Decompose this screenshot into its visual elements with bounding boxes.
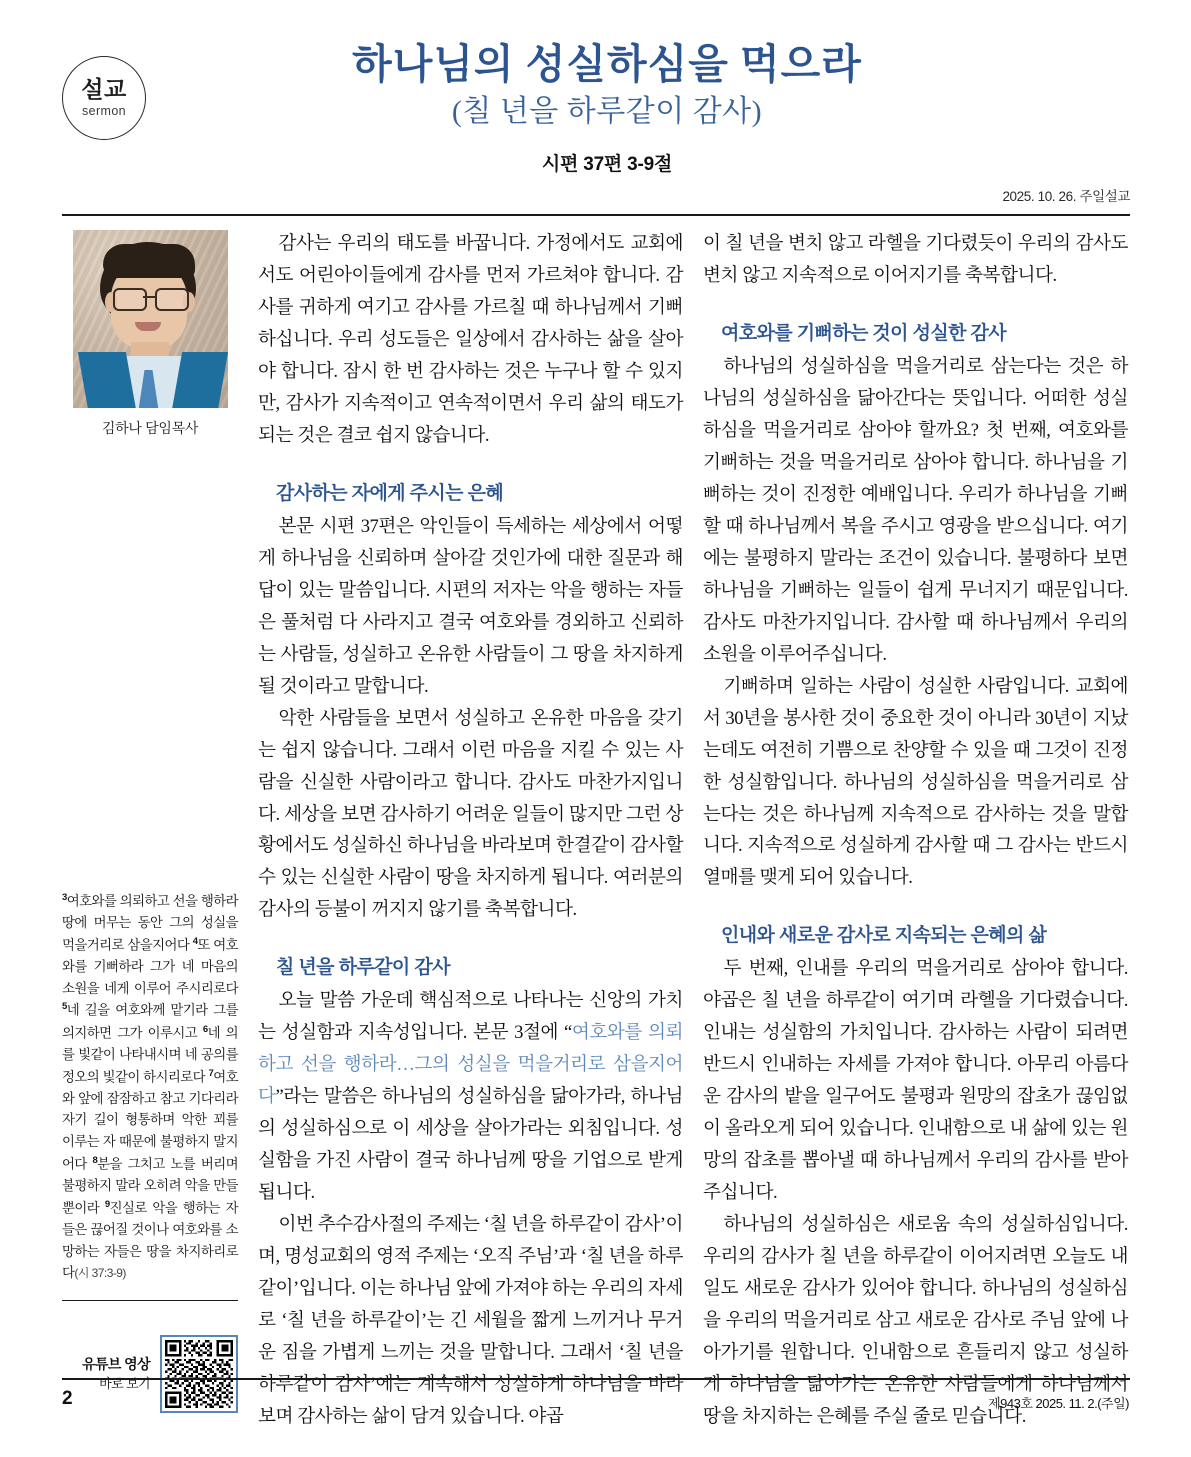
- quote-follow-up: ”라는 말씀은 하나님의 성실하심을 닮아가라, 하나님의 성실하심으로 이 세상을 살아가라는 외침입니다. 성실함을 가진 사람이 결국 하나님께 땅을 기업으로 받게 됩니다.: [258, 1086, 683, 1204]
- issue-info: 제943호 2025. 11. 2.(주일): [988, 1396, 1129, 1411]
- verse-number-7: 7: [208, 1067, 214, 1079]
- scripture-passage-text: [62, 890, 238, 1284]
- youtube-qr-label-line2: 바로 보기: [99, 1375, 150, 1391]
- verse-text-8: 분을 그치고 노를 버리며 불평하지 말라 오히려 악을 만들 뿐이라: [62, 1156, 238, 1216]
- glasses-lens-right: [155, 288, 189, 311]
- section-heading-seven-years: 칠 년을 하루같이 감사: [276, 957, 450, 979]
- paragraph-with-quote: [258, 985, 683, 1209]
- title-block: [212, 40, 1002, 176]
- verse-text-5: 네 길을 여호와께 맡기라 그를 의지하면 그가 이루시고: [62, 1002, 238, 1041]
- paragraph: 이번 추수감사절의 주제는 ‘칠 년을 하루같이 감사’이며, 명성교회의 영적 주제는 ‘오직 주님’과 ‘칠 년을 하루같이’입니다. 이는 하나님 앞에 가져야 하는 우리의 자세로 ‘칠 년을 하루같이’는 긴 세월을 짧게 느끼거나 무거운 짐을 가볍게 느끼는 것을 말합니다. 그래서 ‘칠 년을 하루같이 감사’에는 계속해서 성실하게 하나님을 바라보며 감사하는 삶이 담겨 있습니다. 야곱: [258, 1214, 683, 1427]
- header-divider: [62, 214, 1130, 216]
- article-column-right: [703, 228, 1128, 1433]
- youtube-qr-label: [82, 1354, 150, 1393]
- quote-lead-in: 오늘 말씀 가운데 핵심적으로 나타나는 신앙의 가치는 성실함과 지속성입니다. 본문 3절에 “: [258, 990, 683, 1044]
- paragraph: 기뻐하며 일하는 사람이 성실한 사람입니다. 교회에서 30년을 봉사한 것이 중요한 것이 아니라 30년이 지났는데도 여전히 기쁨으로 찬양할 수 있을 때 그것이 진정한 성실함입니다. 하나님의 성실하심을 먹을거리로 삼는다는 것은 하나님께 지속적으로 감사하는 것을 말합니다. 지속적으로 성실하게 감사할 때 그 감사는 반드시 열매를 맺게 되어 있습니다.: [703, 675, 1128, 889]
- verse-number-5: 5: [62, 1001, 67, 1013]
- verse-text-7: 여호와 앞에 잠잠하고 참고 기다리라 자기 길이 형통하며 악한 꾀를 이루는 자 때문에 불평하지 말지어다: [62, 1068, 238, 1172]
- photo-mouth: [135, 322, 161, 331]
- scripture-reference: 시편 37편 3-9절: [541, 154, 673, 176]
- sidebar-divider: [62, 1300, 238, 1301]
- page-header: [62, 40, 1130, 215]
- article-column-left: [258, 228, 683, 1433]
- photo-robe-right: [171, 352, 227, 408]
- sermon-category-badge: [62, 56, 146, 140]
- verse-text-3: 여호와를 의뢰하고 선을 행하라 땅에 머무는 동안 그의 성실을 먹을거리로 삼을지어다: [62, 893, 238, 953]
- page-title: 하나님의 성실하심을 먹으라: [352, 41, 862, 87]
- paragraph: 하나님의 성실하심을 먹을거리로 삼는다는 것은 하나님의 성실하심을 닮아간다는 뜻입니다. 어떠한 성실하심을 먹을거리로 삼아야 할까요? 첫 번째, 여호와를 기뻐하는 것을 먹을거리로 삼아야 합니다. 하나님을 기뻐하는 것이 진정한 예배입니다. 우리가 하나님을 기뻐할 때 하나님께서 복을 주시고 영광을 받으십니다. 여기에는 불평하지 말라는 조건이 있습니다. 불평하다 보면 하나님을 기뻐하는 일들이 쉽게 무너지기 때문입니다. 감사도 마찬가지입니다. 감사할 때 하나님께서 우리의 소원을 이루어주십니다.: [703, 355, 1128, 665]
- section-heading-gratitude-grace: 감사하는 자에게 주시는 은혜: [276, 482, 504, 504]
- verse-number-9: 9: [104, 1198, 110, 1210]
- sermon-date: 2025. 10. 26. 주일설교: [1002, 189, 1130, 204]
- page-number: 2: [62, 1388, 73, 1409]
- verse-number-3: 3: [62, 892, 67, 903]
- glasses-icon: [113, 288, 187, 308]
- section-heading-patience-new-gratitude: 인내와 새로운 감사로 지속되는 은혜의 삶: [721, 925, 1047, 947]
- photo-fringe: [103, 244, 195, 278]
- youtube-qr-label-line1: 유튜브 영상: [82, 1356, 150, 1373]
- paragraph: 본문 시편 37편은 악인들이 득세하는 세상에서 어떻게 하나님을 신뢰하며 살아갈 것인가에 대한 질문과 해답이 있는 말씀입니다. 시편의 저자는 악을 행하는 자들은 풀처럼 다 사라지고 결국 여호와를 경외하고 신뢰하는 사람들, 성실하고 온유한 사람들이 그 땅을 차지하게 될 것이라고 말합니다.: [258, 515, 683, 697]
- photo-robe-left: [77, 352, 135, 408]
- sermon-badge-kr-label: 설교: [81, 76, 127, 103]
- sermon-badge-en-label: sermon: [81, 104, 127, 119]
- sidebar: [62, 224, 238, 1413]
- page-subtitle: (칠 년을 하루같이 감사): [451, 95, 763, 129]
- glasses-lens-left: [113, 288, 147, 311]
- glasses-bridge: [143, 296, 155, 298]
- paragraph: 악한 사람들을 보면서 성실하고 온유한 마음을 갖기는 쉽지 않습니다. 그래서 이런 마음을 지킬 수 있는 사람을 신실한 사람이라고 합니다. 감사도 마찬가지입니다. 세상을 보면 감사하기 어려운 일들이 많지만 그런 상황에서도 성실하신 하나님을 바라보며 한결같이 감사할 수 있는 신실한 사람이 땅을 차지하게 됩니다. 여러분의 감사의 등불이 꺼지지 않기를 축복합니다.: [258, 707, 683, 921]
- preacher-photo: [73, 230, 228, 408]
- scripture-citation: (시 37:3-9): [74, 1266, 126, 1281]
- qr-code-icon[interactable]: [160, 1335, 238, 1413]
- preacher-name-caption: 김하나 담임목사: [101, 420, 199, 436]
- scripture-quote: 여호와를 의뢰하고 선을 행하라…그의 성실을 먹을거리로 삼을지어다: [258, 1022, 683, 1108]
- verse-number-6: 6: [202, 1023, 208, 1035]
- verse-number-8: 8: [92, 1154, 98, 1166]
- section-heading-rejoice-faithful: 여호와를 기뻐하는 것이 성실한 감사: [721, 322, 1007, 344]
- scripture-passage-box: [62, 890, 238, 1284]
- verse-number-4: 4: [192, 935, 198, 947]
- youtube-qr-block[interactable]: [62, 1335, 238, 1413]
- paragraph: 하나님의 성실하심은 새로움 속의 성실하심입니다. 우리의 감사가 칠 년을 하루같이 이어지려면 오늘도 내일도 새로운 감사가 있어야 합니다. 하나님의 성실하심을 우리의 먹을거리로 삼고 새로운 감사로 주님 앞에 나아가기를 원합니다. 인내함으로 흔들리지 않고 성실하게 하나님을 닮아가는 온유한 사람들에게 하나님께서 땅을 차지하는 은혜를 주실 줄로 믿습니다.: [703, 1214, 1128, 1427]
- verse-text-9: 진실로 악을 행하는 자들은 끊어질 것이나 여호와를 소망하는 자들은 땅을 차지하리로다: [62, 1200, 239, 1281]
- paragraph: 감사는 우리의 태도를 바꿉니다. 가정에서도 교회에서도 어린아이들에게 감사를 먼저 가르쳐야 합니다. 감사를 귀하게 여기고 감사를 가르칠 때 하나님께서 기뻐하십니다. 우리 성도들은 일상에서 감사하는 삶을 살아야 합니다. 잠시 한 번 감사하는 것은 누구나 할 수 있지만, 감사가 지속적이고 연속적이면서 우리 삶의 태도가 되는 것은 결코 쉽지 않습니다.: [258, 233, 683, 446]
- verse-text-4: 또 여호와를 기뻐하라 그가 네 마음의 소원을 네게 이루어 주시리로다: [62, 937, 238, 996]
- verse-text-6: 네 의를 빛같이 나타내시며 네 공의를 정오의 빛같이 하시리로다: [62, 1025, 238, 1084]
- paragraph: 두 번째, 인내를 우리의 먹을거리로 삼아야 합니다. 야곱은 칠 년을 하루같이 여기며 라헬을 기다렸습니다. 인내는 성실함의 가치입니다. 감사하는 사람이 되려면 반드시 인내하는 자세를 가져야 합니다. 아무리 아름다운 감사의 밭을 일구어도 불평과 원망의 잡초가 끊임없이 올라오게 되어 있습니다. 인내함으로 내 삶에 있는 원망의 잡초를 뽑아낼 때 하나님께서 우리의 감사를 받아주십니다.: [703, 958, 1128, 1204]
- paragraph-continued: 이 칠 년을 변치 않고 라헬을 기다렸듯이 우리의 감사도 변치 않고 지속적으로 이어지기를 축복합니다.: [703, 233, 1128, 286]
- footer-divider: [62, 1378, 1130, 1380]
